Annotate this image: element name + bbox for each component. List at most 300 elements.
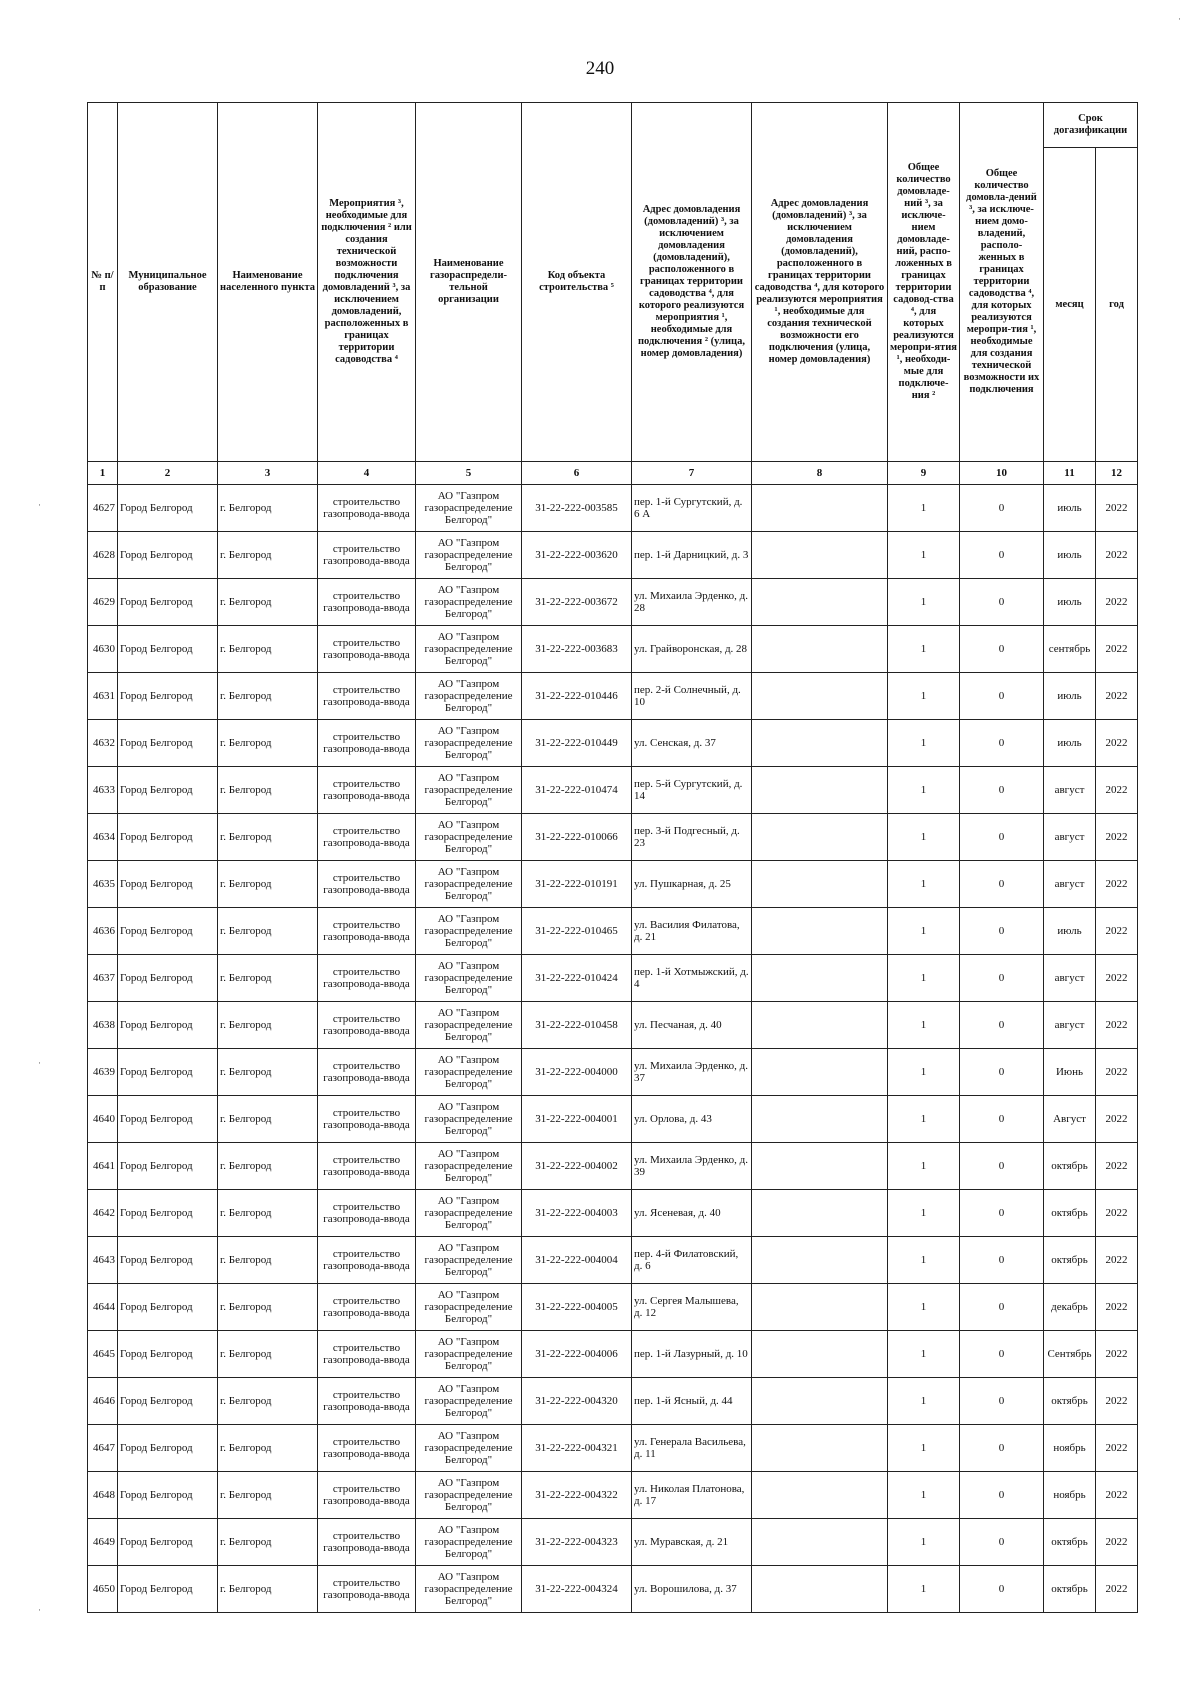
- row-settlement: г. Белгород: [218, 720, 318, 767]
- row-organization: АО "Газпром газораспределение Белгород": [416, 1143, 522, 1190]
- row-index: 4643: [88, 1237, 118, 1284]
- row-count-capability: 0: [960, 767, 1044, 814]
- table-row: [88, 626, 1138, 673]
- row-year: 2022: [1096, 1002, 1138, 1049]
- row-address-capability: [752, 532, 888, 579]
- row-month: ноябрь: [1044, 1425, 1096, 1472]
- row-measure: строительство газопровода-ввода: [318, 908, 416, 955]
- row-count-capability: 0: [960, 720, 1044, 767]
- row-address-capability: [752, 908, 888, 955]
- row-address-capability: [752, 626, 888, 673]
- row-measure: строительство газопровода-ввода: [318, 1378, 416, 1425]
- row-municipality: Город Белгород: [118, 1425, 218, 1472]
- row-municipality: Город Белгород: [118, 861, 218, 908]
- row-measure: строительство газопровода-ввода: [318, 720, 416, 767]
- column-number: 3: [218, 462, 318, 485]
- row-municipality: Город Белгород: [118, 908, 218, 955]
- margin-mark: ·: [1178, 14, 1181, 24]
- row-address-connection: пер. 3-й Подгесный, д. 23: [632, 814, 752, 861]
- table-row: [88, 1049, 1138, 1096]
- row-address-capability: [752, 673, 888, 720]
- row-municipality: Город Белгород: [118, 1143, 218, 1190]
- row-address-capability: [752, 485, 888, 532]
- row-organization: АО "Газпром газораспределение Белгород": [416, 1096, 522, 1143]
- row-address-connection: ул. Михаила Эрденко, д. 28: [632, 579, 752, 626]
- row-address-connection: ул. Ворошилова, д. 37: [632, 1566, 752, 1613]
- row-count-connection: 1: [888, 1472, 960, 1519]
- row-address-capability: [752, 1566, 888, 1613]
- row-municipality: Город Белгород: [118, 1331, 218, 1378]
- row-settlement: г. Белгород: [218, 579, 318, 626]
- row-organization: АО "Газпром газораспределение Белгород": [416, 1284, 522, 1331]
- row-count-connection: 1: [888, 1190, 960, 1237]
- row-index: 4639: [88, 1049, 118, 1096]
- row-index: 4634: [88, 814, 118, 861]
- row-address-capability: [752, 1002, 888, 1049]
- row-settlement: г. Белгород: [218, 1143, 318, 1190]
- row-object-code: 31-22-222-004324: [522, 1566, 632, 1613]
- row-municipality: Город Белгород: [118, 720, 218, 767]
- row-count-capability: 0: [960, 1519, 1044, 1566]
- row-count-capability: 0: [960, 1331, 1044, 1378]
- row-address-connection: ул. Грайворонская, д. 28: [632, 626, 752, 673]
- row-year: 2022: [1096, 673, 1138, 720]
- row-object-code: 31-22-222-004322: [522, 1472, 632, 1519]
- header-month: месяц: [1044, 148, 1096, 462]
- row-address-connection: ул. Муравская, д. 21: [632, 1519, 752, 1566]
- row-count-connection: 1: [888, 673, 960, 720]
- row-municipality: Город Белгород: [118, 1519, 218, 1566]
- row-object-code: 31-22-222-004005: [522, 1284, 632, 1331]
- row-count-connection: 1: [888, 1284, 960, 1331]
- row-count-capability: 0: [960, 908, 1044, 955]
- row-year: 2022: [1096, 1519, 1138, 1566]
- row-count-connection: 1: [888, 1425, 960, 1472]
- row-month: сентябрь: [1044, 626, 1096, 673]
- row-municipality: Город Белгород: [118, 673, 218, 720]
- row-count-connection: 1: [888, 579, 960, 626]
- table-row: [88, 720, 1138, 767]
- row-index: 4635: [88, 861, 118, 908]
- header-year: год: [1096, 148, 1138, 462]
- column-number: 5: [416, 462, 522, 485]
- row-address-connection: пер. 1-й Лазурный, д. 10: [632, 1331, 752, 1378]
- row-object-code: 31-22-222-003672: [522, 579, 632, 626]
- row-month: октябрь: [1044, 1143, 1096, 1190]
- row-settlement: г. Белгород: [218, 532, 318, 579]
- row-year: 2022: [1096, 1566, 1138, 1613]
- row-count-connection: 1: [888, 955, 960, 1002]
- row-settlement: г. Белгород: [218, 1284, 318, 1331]
- row-object-code: 31-22-222-003585: [522, 485, 632, 532]
- table-row: [88, 579, 1138, 626]
- row-measure: строительство газопровода-ввода: [318, 1049, 416, 1096]
- row-count-capability: 0: [960, 673, 1044, 720]
- row-count-connection: 1: [888, 1519, 960, 1566]
- header-organization: Наименование газораспредели-тельной организации: [416, 103, 522, 462]
- header-count-capability: Общее количество домовла-дений ³, за исключе-нием домо-владений, располо-женных в границах территории садоводства ⁴, для которых реализуются меропри-тия ¹, необходимые для создания технической возможности их подключения: [960, 103, 1044, 462]
- row-measure: строительство газопровода-ввода: [318, 1519, 416, 1566]
- row-measure: строительство газопровода-ввода: [318, 955, 416, 1002]
- header-object-code: Код объекта строительства ⁵: [522, 103, 632, 462]
- row-settlement: г. Белгород: [218, 955, 318, 1002]
- row-organization: АО "Газпром газораспределение Белгород": [416, 485, 522, 532]
- row-count-capability: 0: [960, 579, 1044, 626]
- row-measure: строительство газопровода-ввода: [318, 767, 416, 814]
- row-address-connection: пер. 1-й Дарницкий, д. 3: [632, 532, 752, 579]
- row-object-code: 31-22-222-004006: [522, 1331, 632, 1378]
- table-row: [88, 1519, 1138, 1566]
- row-settlement: г. Белгород: [218, 1237, 318, 1284]
- row-count-capability: 0: [960, 1378, 1044, 1425]
- row-address-capability: [752, 861, 888, 908]
- row-month: Август: [1044, 1096, 1096, 1143]
- row-object-code: 31-22-222-010465: [522, 908, 632, 955]
- row-index: 4628: [88, 532, 118, 579]
- table-row: [88, 1378, 1138, 1425]
- table-row: [88, 1425, 1138, 1472]
- header-row-1: [88, 103, 1138, 148]
- row-address-connection: ул. Михаила Эрденко, д. 39: [632, 1143, 752, 1190]
- row-count-capability: 0: [960, 814, 1044, 861]
- header-deadline-group: Срок догазификации: [1044, 103, 1138, 148]
- row-organization: АО "Газпром газораспределение Белгород": [416, 1190, 522, 1237]
- row-address-capability: [752, 1378, 888, 1425]
- row-month: октябрь: [1044, 1237, 1096, 1284]
- row-index: 4647: [88, 1425, 118, 1472]
- page-number: 240: [585, 58, 615, 79]
- table-row: [88, 1472, 1138, 1519]
- row-municipality: Город Белгород: [118, 814, 218, 861]
- row-organization: АО "Газпром газораспределение Белгород": [416, 767, 522, 814]
- row-month: август: [1044, 1002, 1096, 1049]
- row-address-connection: пер. 5-й Сургутский, д. 14: [632, 767, 752, 814]
- row-month: Июнь: [1044, 1049, 1096, 1096]
- row-count-capability: 0: [960, 485, 1044, 532]
- row-measure: строительство газопровода-ввода: [318, 1331, 416, 1378]
- row-month: июль: [1044, 485, 1096, 532]
- row-municipality: Город Белгород: [118, 1284, 218, 1331]
- row-organization: АО "Газпром газораспределение Белгород": [416, 532, 522, 579]
- table-row: [88, 767, 1138, 814]
- table-row: [88, 1284, 1138, 1331]
- header-address-capability: Адрес домовладения (домовладений) ³, за исключением домовладения (домовладений), расположенного в границах территории садоводства ⁴, для которого реализуются мероприятия ¹, необходимые для создания технической возможности его подключения (улица, номер домовладения): [752, 103, 888, 462]
- table-row: [88, 1237, 1138, 1284]
- row-object-code: 31-22-222-010191: [522, 861, 632, 908]
- row-municipality: Город Белгород: [118, 1472, 218, 1519]
- row-count-connection: 1: [888, 1331, 960, 1378]
- row-address-capability: [752, 1472, 888, 1519]
- row-count-connection: 1: [888, 767, 960, 814]
- row-count-capability: 0: [960, 1190, 1044, 1237]
- row-count-connection: 1: [888, 626, 960, 673]
- row-settlement: г. Белгород: [218, 1331, 318, 1378]
- row-count-capability: 0: [960, 955, 1044, 1002]
- row-settlement: г. Белгород: [218, 1096, 318, 1143]
- row-organization: АО "Газпром газораспределение Белгород": [416, 955, 522, 1002]
- row-year: 2022: [1096, 814, 1138, 861]
- row-address-connection: ул. Сергея Малышева, д. 12: [632, 1284, 752, 1331]
- row-municipality: Город Белгород: [118, 1237, 218, 1284]
- row-address-connection: ул. Николая Платонова, д. 17: [632, 1472, 752, 1519]
- column-number: 10: [960, 462, 1044, 485]
- table-row: [88, 1331, 1138, 1378]
- margin-mark: ·: [38, 1605, 41, 1615]
- table-row: [88, 1190, 1138, 1237]
- row-object-code: 31-22-222-004001: [522, 1096, 632, 1143]
- row-year: 2022: [1096, 720, 1138, 767]
- row-count-capability: 0: [960, 1002, 1044, 1049]
- table-row: [88, 673, 1138, 720]
- row-index: 4644: [88, 1284, 118, 1331]
- row-month: октябрь: [1044, 1378, 1096, 1425]
- row-month: июль: [1044, 532, 1096, 579]
- margin-mark: ·: [38, 500, 41, 510]
- row-index: 4629: [88, 579, 118, 626]
- column-number: 2: [118, 462, 218, 485]
- column-number: 6: [522, 462, 632, 485]
- row-object-code: 31-22-222-004323: [522, 1519, 632, 1566]
- header-index: № п/п: [88, 103, 118, 462]
- row-month: август: [1044, 767, 1096, 814]
- row-year: 2022: [1096, 1425, 1138, 1472]
- row-organization: АО "Газпром газораспределение Белгород": [416, 1378, 522, 1425]
- row-month: декабрь: [1044, 1284, 1096, 1331]
- row-month: ноябрь: [1044, 1472, 1096, 1519]
- row-organization: АО "Газпром газораспределение Белгород": [416, 1049, 522, 1096]
- row-settlement: г. Белгород: [218, 485, 318, 532]
- row-address-capability: [752, 720, 888, 767]
- row-object-code: 31-22-222-004002: [522, 1143, 632, 1190]
- row-index: 4646: [88, 1378, 118, 1425]
- row-object-code: 31-22-222-003620: [522, 532, 632, 579]
- gasification-table: [87, 102, 1138, 1613]
- row-settlement: г. Белгород: [218, 1519, 318, 1566]
- row-month: июль: [1044, 579, 1096, 626]
- row-count-connection: 1: [888, 720, 960, 767]
- row-month: июль: [1044, 720, 1096, 767]
- row-address-connection: пер. 1-й Сургутский, д. 6 А: [632, 485, 752, 532]
- row-address-connection: ул. Михаила Эрденко, д. 37: [632, 1049, 752, 1096]
- row-count-capability: 0: [960, 1143, 1044, 1190]
- column-number: 4: [318, 462, 416, 485]
- row-count-capability: 0: [960, 1096, 1044, 1143]
- row-address-connection: ул. Генерала Васильева, д. 11: [632, 1425, 752, 1472]
- column-number: 1: [88, 462, 118, 485]
- row-organization: АО "Газпром газораспределение Белгород": [416, 673, 522, 720]
- row-address-connection: пер. 4-й Филатовский, д. 6: [632, 1237, 752, 1284]
- row-object-code: 31-22-222-004004: [522, 1237, 632, 1284]
- row-object-code: 31-22-222-004320: [522, 1378, 632, 1425]
- row-year: 2022: [1096, 1096, 1138, 1143]
- row-object-code: 31-22-222-004000: [522, 1049, 632, 1096]
- row-organization: АО "Газпром газораспределение Белгород": [416, 1331, 522, 1378]
- row-measure: строительство газопровода-ввода: [318, 1002, 416, 1049]
- row-count-capability: 0: [960, 1049, 1044, 1096]
- row-index: 4650: [88, 1566, 118, 1613]
- row-measure: строительство газопровода-ввода: [318, 485, 416, 532]
- table-body: [88, 485, 1138, 1613]
- row-count-capability: 0: [960, 1284, 1044, 1331]
- row-index: 4637: [88, 955, 118, 1002]
- row-organization: АО "Газпром газораспределение Белгород": [416, 1002, 522, 1049]
- row-measure: строительство газопровода-ввода: [318, 1237, 416, 1284]
- column-number: 9: [888, 462, 960, 485]
- row-address-connection: ул. Сенская, д. 37: [632, 720, 752, 767]
- row-address-connection: пер. 1-й Ясный, д. 44: [632, 1378, 752, 1425]
- row-measure: строительство газопровода-ввода: [318, 532, 416, 579]
- row-object-code: 31-22-222-010446: [522, 673, 632, 720]
- row-count-connection: 1: [888, 908, 960, 955]
- row-count-capability: 0: [960, 861, 1044, 908]
- row-year: 2022: [1096, 908, 1138, 955]
- row-year: 2022: [1096, 579, 1138, 626]
- row-municipality: Город Белгород: [118, 532, 218, 579]
- row-municipality: Город Белгород: [118, 955, 218, 1002]
- row-address-connection: ул. Василия Филатова, д. 21: [632, 908, 752, 955]
- table-row: [88, 1566, 1138, 1613]
- row-settlement: г. Белгород: [218, 767, 318, 814]
- row-address-capability: [752, 955, 888, 1002]
- table-row: [88, 814, 1138, 861]
- row-object-code: 31-22-222-010424: [522, 955, 632, 1002]
- row-organization: АО "Газпром газораспределение Белгород": [416, 908, 522, 955]
- row-count-capability: 0: [960, 1425, 1044, 1472]
- row-count-connection: 1: [888, 1566, 960, 1613]
- row-year: 2022: [1096, 626, 1138, 673]
- row-year: 2022: [1096, 1143, 1138, 1190]
- row-measure: строительство газопровода-ввода: [318, 579, 416, 626]
- row-measure: строительство газопровода-ввода: [318, 1425, 416, 1472]
- row-year: 2022: [1096, 485, 1138, 532]
- row-measure: строительство газопровода-ввода: [318, 1143, 416, 1190]
- row-count-connection: 1: [888, 1096, 960, 1143]
- row-settlement: г. Белгород: [218, 1472, 318, 1519]
- row-measure: строительство газопровода-ввода: [318, 861, 416, 908]
- row-count-capability: 0: [960, 626, 1044, 673]
- row-object-code: 31-22-222-004003: [522, 1190, 632, 1237]
- row-settlement: г. Белгород: [218, 626, 318, 673]
- row-index: 4645: [88, 1331, 118, 1378]
- column-number: 7: [632, 462, 752, 485]
- column-number: 12: [1096, 462, 1138, 485]
- row-object-code: 31-22-222-010449: [522, 720, 632, 767]
- row-month: июль: [1044, 908, 1096, 955]
- row-settlement: г. Белгород: [218, 1566, 318, 1613]
- row-settlement: г. Белгород: [218, 861, 318, 908]
- row-organization: АО "Газпром газораспределение Белгород": [416, 1237, 522, 1284]
- table-row: [88, 861, 1138, 908]
- row-count-capability: 0: [960, 1237, 1044, 1284]
- row-count-connection: 1: [888, 532, 960, 579]
- row-measure: строительство газопровода-ввода: [318, 1096, 416, 1143]
- row-count-connection: 1: [888, 1143, 960, 1190]
- row-organization: АО "Газпром газораспределение Белгород": [416, 814, 522, 861]
- row-count-capability: 0: [960, 532, 1044, 579]
- row-municipality: Город Белгород: [118, 1566, 218, 1613]
- row-index: 4642: [88, 1190, 118, 1237]
- row-count-capability: 0: [960, 1566, 1044, 1613]
- column-number: 8: [752, 462, 888, 485]
- row-address-capability: [752, 814, 888, 861]
- row-month: октябрь: [1044, 1519, 1096, 1566]
- row-month: Сентябрь: [1044, 1331, 1096, 1378]
- row-organization: АО "Газпром газораспределение Белгород": [416, 861, 522, 908]
- row-month: июль: [1044, 673, 1096, 720]
- table-row: [88, 908, 1138, 955]
- row-object-code: 31-22-222-010066: [522, 814, 632, 861]
- row-count-connection: 1: [888, 814, 960, 861]
- row-settlement: г. Белгород: [218, 814, 318, 861]
- row-year: 2022: [1096, 1331, 1138, 1378]
- row-address-capability: [752, 1237, 888, 1284]
- row-count-connection: 1: [888, 861, 960, 908]
- row-count-connection: 1: [888, 1049, 960, 1096]
- row-index: 4649: [88, 1519, 118, 1566]
- row-measure: строительство газопровода-ввода: [318, 673, 416, 720]
- row-month: август: [1044, 955, 1096, 1002]
- row-index: 4648: [88, 1472, 118, 1519]
- row-settlement: г. Белгород: [218, 1002, 318, 1049]
- row-measure: строительство газопровода-ввода: [318, 1566, 416, 1613]
- row-municipality: Город Белгород: [118, 1190, 218, 1237]
- row-municipality: Город Белгород: [118, 1096, 218, 1143]
- row-address-capability: [752, 1049, 888, 1096]
- row-address-connection: ул. Ясеневая, д. 40: [632, 1190, 752, 1237]
- header-address-connection: Адрес домовладения (домовладений) ³, за исключением домовладения (домовладений), расположенного в границах территории садоводства ⁴, для которого реализуются мероприятия ¹, необходимые для подключения ² (улица, номер домовладения): [632, 103, 752, 462]
- row-municipality: Город Белгород: [118, 767, 218, 814]
- table-row: [88, 1002, 1138, 1049]
- row-settlement: г. Белгород: [218, 1425, 318, 1472]
- header-settlement: Наименование населенного пункта: [218, 103, 318, 462]
- row-organization: АО "Газпром газораспределение Белгород": [416, 1519, 522, 1566]
- row-measure: строительство газопровода-ввода: [318, 626, 416, 673]
- row-municipality: Город Белгород: [118, 1002, 218, 1049]
- row-month: октябрь: [1044, 1566, 1096, 1613]
- row-organization: АО "Газпром газораспределение Белгород": [416, 1425, 522, 1472]
- row-index: 4632: [88, 720, 118, 767]
- row-settlement: г. Белгород: [218, 1378, 318, 1425]
- row-index: 4640: [88, 1096, 118, 1143]
- row-settlement: г. Белгород: [218, 673, 318, 720]
- row-municipality: Город Белгород: [118, 1049, 218, 1096]
- row-month: август: [1044, 814, 1096, 861]
- row-measure: строительство газопровода-ввода: [318, 1284, 416, 1331]
- row-index: 4633: [88, 767, 118, 814]
- row-organization: АО "Газпром газораспределение Белгород": [416, 626, 522, 673]
- header-count-connection: Общее количество домовладе-ний ³, за исключе-нием домовладе-ний, распо-ложенных в границах территории садовод-ства ⁴, для которых реализуются меропри-ятия ¹, необходи-мые для подключе-ния ²: [888, 103, 960, 462]
- row-address-capability: [752, 1425, 888, 1472]
- row-count-connection: 1: [888, 485, 960, 532]
- row-organization: АО "Газпром газораспределение Белгород": [416, 720, 522, 767]
- row-count-connection: 1: [888, 1378, 960, 1425]
- row-address-connection: ул. Песчаная, д. 40: [632, 1002, 752, 1049]
- row-year: 2022: [1096, 955, 1138, 1002]
- row-municipality: Город Белгород: [118, 626, 218, 673]
- row-count-connection: 1: [888, 1237, 960, 1284]
- row-year: 2022: [1096, 1472, 1138, 1519]
- row-measure: строительство газопровода-ввода: [318, 1472, 416, 1519]
- row-address-connection: пер. 1-й Хотмыжский, д. 4: [632, 955, 752, 1002]
- row-index: 4631: [88, 673, 118, 720]
- row-measure: строительство газопровода-ввода: [318, 814, 416, 861]
- row-settlement: г. Белгород: [218, 908, 318, 955]
- row-settlement: г. Белгород: [218, 1190, 318, 1237]
- row-address-capability: [752, 579, 888, 626]
- row-year: 2022: [1096, 1237, 1138, 1284]
- row-address-capability: [752, 1331, 888, 1378]
- row-month: август: [1044, 861, 1096, 908]
